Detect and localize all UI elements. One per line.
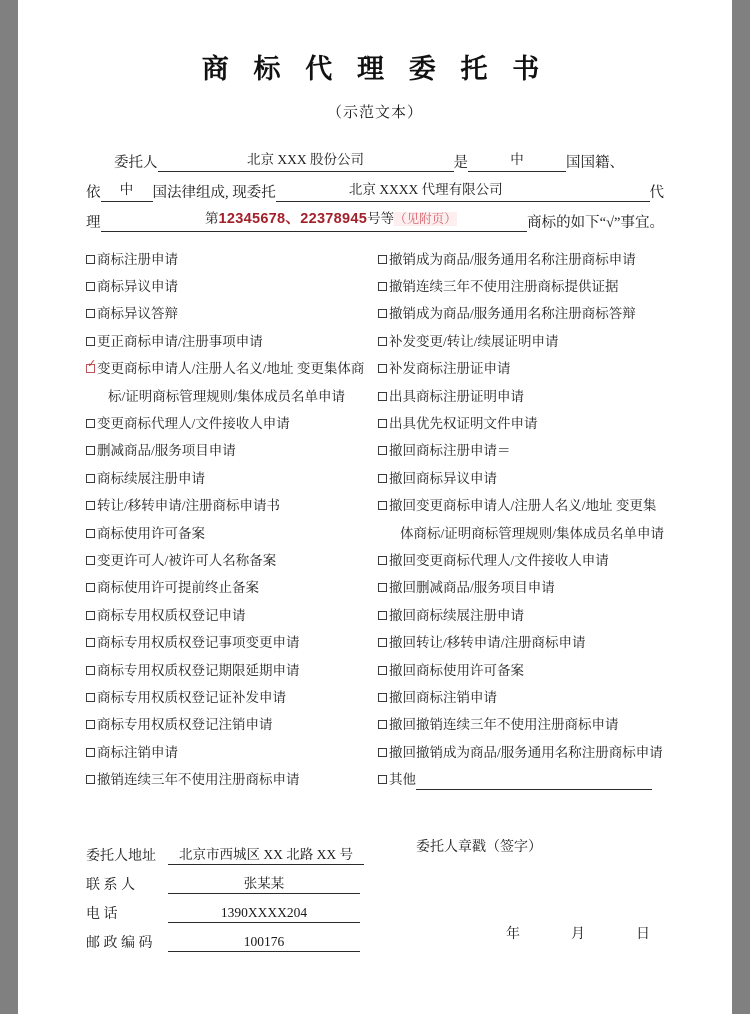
checkbox-item[interactable] xyxy=(86,711,368,738)
checkbox-item-label: 商标专用权质权登记申请 xyxy=(97,607,246,623)
checkbox-item[interactable] xyxy=(86,246,368,273)
client-name-field[interactable]: 北京 XXX 股份公司 xyxy=(158,151,454,171)
checkbox-item-label: 撤回商标续展注册申请 xyxy=(388,607,524,623)
checkbox-icon[interactable] xyxy=(378,611,387,620)
checkbox-icon[interactable] xyxy=(378,419,387,428)
marks-tail-label: 商标的如下“√”事宜。 xyxy=(527,214,664,231)
checkbox-item[interactable] xyxy=(86,684,368,711)
checkbox-item[interactable] xyxy=(378,657,664,684)
checkbox-icon[interactable] xyxy=(86,446,95,455)
checkbox-item-label: 体商标/证明商标管理规则/集体成员名单申请 xyxy=(399,525,664,541)
document-page xyxy=(18,0,732,1014)
date-month-label: 月 xyxy=(571,927,585,942)
other-text-input[interactable] xyxy=(416,776,652,790)
checkbox-icon[interactable] xyxy=(378,282,387,291)
checkbox-item[interactable] xyxy=(378,410,664,437)
header-block xyxy=(86,142,664,232)
checkbox-item[interactable] xyxy=(86,273,368,300)
checkbox-item[interactable] xyxy=(86,766,368,793)
page-title: 商 标 代 理 委 托 书 xyxy=(201,54,549,84)
checkbox-item[interactable] xyxy=(378,273,664,300)
checkbox-item-label: 更正商标申请/注册事项申请 xyxy=(97,333,263,349)
checkbox-item-label: 商标专用权质权登记事项变更申请 xyxy=(97,635,300,651)
checkbox-item[interactable] xyxy=(86,602,368,629)
checkbox-icon[interactable] xyxy=(378,364,387,373)
mark-numbers-value: 12345678、22378945 xyxy=(218,211,368,228)
checkbox-item[interactable] xyxy=(378,629,664,656)
footer-block xyxy=(86,836,664,952)
checkbox-icon[interactable] xyxy=(86,583,95,592)
checkbox-item-label: 撤销成为商品/服务通用名称注册商标答辩 xyxy=(388,306,636,322)
agent-tail-label: 代 xyxy=(649,184,664,201)
checkbox-item[interactable] xyxy=(86,300,368,327)
checkbox-item[interactable] xyxy=(378,684,664,711)
checkbox-item-label: 撤回商标使用许可备案 xyxy=(388,662,524,678)
checkbox-item[interactable] xyxy=(86,520,368,547)
checkbox-item[interactable] xyxy=(86,355,368,382)
checkbox-item[interactable] xyxy=(378,437,664,464)
mark-prefix-label: 第 xyxy=(205,211,219,227)
checkbox-icon[interactable] xyxy=(378,474,387,483)
checkbox-icon[interactable] xyxy=(86,611,95,620)
checkbox-item-label: 撤回商标注册申请＝ xyxy=(388,443,511,459)
checkbox-icon[interactable] xyxy=(86,529,95,538)
footer-row-address xyxy=(86,836,664,865)
checkbox-item-label: 变更许可人/被许可人名称备案 xyxy=(97,552,277,568)
checkbox-item-label: 商标注册申请 xyxy=(97,251,178,267)
checkbox-item-label: 撤销成为商品/服务通用名称注册商标申请 xyxy=(388,251,636,267)
checkbox-item-label: 商标专用权质权登记期限延期申请 xyxy=(97,662,300,678)
checkbox-icon[interactable] xyxy=(378,666,387,675)
phone-field[interactable]: 1390XXXX204 xyxy=(168,905,360,923)
page-subtitle: （示范文本） xyxy=(326,104,423,121)
checkbox-item-label: 撤回商标异议申请 xyxy=(388,470,497,486)
checkbox-item-label: 商标注销申请 xyxy=(97,744,178,760)
checkbox-item[interactable] xyxy=(86,410,368,437)
left-checkbox-column xyxy=(86,246,368,794)
checkbox-item-label: 撤回变更商标申请人/注册人名义/地址 变更集 xyxy=(388,498,657,514)
checkbox-icon[interactable] xyxy=(378,501,387,510)
checkbox-item-label: 撤回删减商品/服务项目申请 xyxy=(388,580,555,596)
checkbox-icon[interactable] xyxy=(86,501,95,510)
checkbox-item[interactable] xyxy=(378,547,664,574)
checkbox-item[interactable] xyxy=(86,739,368,766)
checkbox-item[interactable] xyxy=(378,300,664,327)
date-line xyxy=(506,923,650,943)
checkbox-item-label: 商标续展注册申请 xyxy=(97,470,205,486)
checkbox-item[interactable] xyxy=(378,711,664,738)
constituted-label: 国法律组成, 现委托 xyxy=(152,184,276,201)
right-checkbox-column xyxy=(368,246,664,794)
header-line-client xyxy=(86,142,664,172)
header-line-law xyxy=(86,172,664,202)
checkbox-item[interactable] xyxy=(378,328,664,355)
law-country-field[interactable]: 中 xyxy=(101,181,153,201)
checkbox-icon[interactable] xyxy=(378,446,387,455)
checkbox-icon[interactable] xyxy=(86,693,95,702)
date-day-label: 日 xyxy=(636,927,650,942)
checkbox-item-label: 撤回撤销连续三年不使用注册商标申请 xyxy=(388,717,619,733)
client-label: 委托人 xyxy=(114,154,158,171)
seal-signature-label: 委托人章戳（签字） xyxy=(416,840,542,855)
checkbox-icon[interactable] xyxy=(86,255,95,264)
checkbox-item[interactable] xyxy=(378,383,664,410)
checked-checkbox-icon[interactable] xyxy=(86,364,95,373)
checkbox-columns xyxy=(86,246,664,794)
checkbox-icon[interactable] xyxy=(86,638,95,647)
checkbox-icon[interactable] xyxy=(86,474,95,483)
checkbox-item[interactable] xyxy=(378,355,664,382)
footer-row-contact xyxy=(86,865,664,894)
checkbox-item-label: 删减商品/服务项目申请 xyxy=(97,443,236,459)
checkbox-icon[interactable] xyxy=(378,693,387,702)
checkbox-item-label: 商标使用许可备案 xyxy=(97,525,205,541)
checkbox-icon[interactable] xyxy=(378,255,387,264)
checkbox-item-label: 转让/移转申请/注册商标申请书 xyxy=(97,498,281,514)
checkbox-icon[interactable] xyxy=(86,556,95,565)
checkbox-item-label: 其他 xyxy=(388,772,416,788)
checkbox-icon[interactable] xyxy=(378,337,387,346)
checkbox-item[interactable] xyxy=(86,465,368,492)
checkbox-item-label: 商标专用权质权登记证补发申请 xyxy=(97,689,286,705)
checkbox-item[interactable] xyxy=(86,492,368,519)
checkbox-item[interactable] xyxy=(378,246,664,273)
footer-row-phone xyxy=(86,894,664,923)
nationality-label: 国国籍、 xyxy=(566,154,624,171)
checkbox-icon[interactable] xyxy=(86,720,95,729)
checkbox-icon[interactable] xyxy=(378,720,387,729)
checkbox-item-label: 商标使用许可提前终止备案 xyxy=(97,580,259,596)
checkbox-item-label: 撤回商标注销申请 xyxy=(388,689,497,705)
agent-name-field[interactable]: 北京 XXXX 代理有限公司 xyxy=(276,181,576,201)
contact-field[interactable]: 张某某 xyxy=(168,872,360,894)
checkbox-icon[interactable] xyxy=(86,419,95,428)
checkbox-item-label: 商标异议申请 xyxy=(97,279,178,295)
client-country-field[interactable]: 中 xyxy=(468,151,566,171)
is-label: 是 xyxy=(453,154,468,171)
checkbox-item-label: 撤回变更商标代理人/文件接收人申请 xyxy=(388,552,609,568)
checkbox-item-label: 标/证明商标管理规则/集体成员名单申请 xyxy=(108,388,346,404)
checkbox-icon[interactable] xyxy=(378,392,387,401)
checkbox-item-label: 商标专用权质权登记注销申请 xyxy=(97,717,273,733)
checkbox-item-label: 撤回转让/移转申请/注册商标申请 xyxy=(388,635,586,651)
checkbox-item-label: 补发变更/转让/续展证明申请 xyxy=(388,333,559,349)
checkbox-item-label: 出具商标注册证明申请 xyxy=(388,388,524,404)
checkbox-item-label: 补发商标注册证申请 xyxy=(388,361,511,377)
contact-label: 联 系 人 xyxy=(86,878,135,893)
checkbox-item-label: 撤回撤销成为商品/服务通用名称注册商标申请 xyxy=(388,744,663,760)
mark-numbers-field[interactable] xyxy=(101,210,528,232)
header-line-marks xyxy=(86,202,664,232)
checkbox-item[interactable] xyxy=(378,574,664,601)
checkbox-item[interactable] xyxy=(378,766,664,793)
checkbox-item-label: 撤销连续三年不使用注册商标提供证据 xyxy=(388,279,619,295)
checkbox-item[interactable] xyxy=(378,602,664,629)
checkbox-icon[interactable] xyxy=(86,748,95,757)
agent-name-extra-rule xyxy=(576,200,650,202)
checkbox-item-label: 出具优先权证明文件申请 xyxy=(388,416,538,432)
checkbox-item[interactable] xyxy=(86,328,368,355)
checkbox-item[interactable] xyxy=(378,739,664,766)
handle-label: 理 xyxy=(86,214,101,231)
checkbox-icon[interactable] xyxy=(378,748,387,757)
checkbox-item-label: 变更商标代理人/文件接收人申请 xyxy=(97,416,290,432)
postcode-label: 邮 政 编 码 xyxy=(86,936,153,951)
checkbox-item[interactable] xyxy=(378,492,664,519)
checkbox-icon[interactable] xyxy=(86,337,95,346)
checkbox-item[interactable] xyxy=(86,657,368,684)
address-field[interactable]: 北京市西城区 XX 北路 XX 号 xyxy=(168,843,364,865)
checkbox-icon[interactable] xyxy=(86,666,95,675)
postcode-field[interactable]: 100176 xyxy=(168,934,360,952)
checkbox-item[interactable] xyxy=(378,465,664,492)
checkbox-icon[interactable] xyxy=(86,309,95,318)
mark-attachment-note: （见附页） xyxy=(394,212,457,227)
checkbox-continuation-line xyxy=(378,520,664,547)
checkbox-icon[interactable] xyxy=(86,775,95,784)
checkbox-icon[interactable] xyxy=(378,583,387,592)
checkbox-item[interactable] xyxy=(86,629,368,656)
date-year-label: 年 xyxy=(506,927,520,942)
checkbox-item[interactable] xyxy=(86,547,368,574)
checkbox-icon[interactable] xyxy=(86,282,95,291)
phone-label: 电 话 xyxy=(86,907,118,922)
checkbox-item[interactable] xyxy=(86,574,368,601)
mark-suffix-label: 号等 xyxy=(367,211,395,227)
according-label: 依 xyxy=(86,184,101,201)
checkbox-item-label: 变更商标申请人/注册人名义/地址 变更集体商 xyxy=(97,361,365,377)
checkbox-icon[interactable] xyxy=(378,309,387,318)
checkbox-item-label: 撤销连续三年不使用注册商标申请 xyxy=(97,772,300,788)
checkbox-icon[interactable] xyxy=(378,556,387,565)
address-label: 委托人地址 xyxy=(86,849,156,864)
checkbox-item-label: 商标异议答辩 xyxy=(97,306,178,322)
checkbox-icon[interactable] xyxy=(378,638,387,647)
checkbox-continuation-line xyxy=(86,383,368,410)
checkbox-icon[interactable] xyxy=(378,775,387,784)
checkbox-item[interactable] xyxy=(86,437,368,464)
